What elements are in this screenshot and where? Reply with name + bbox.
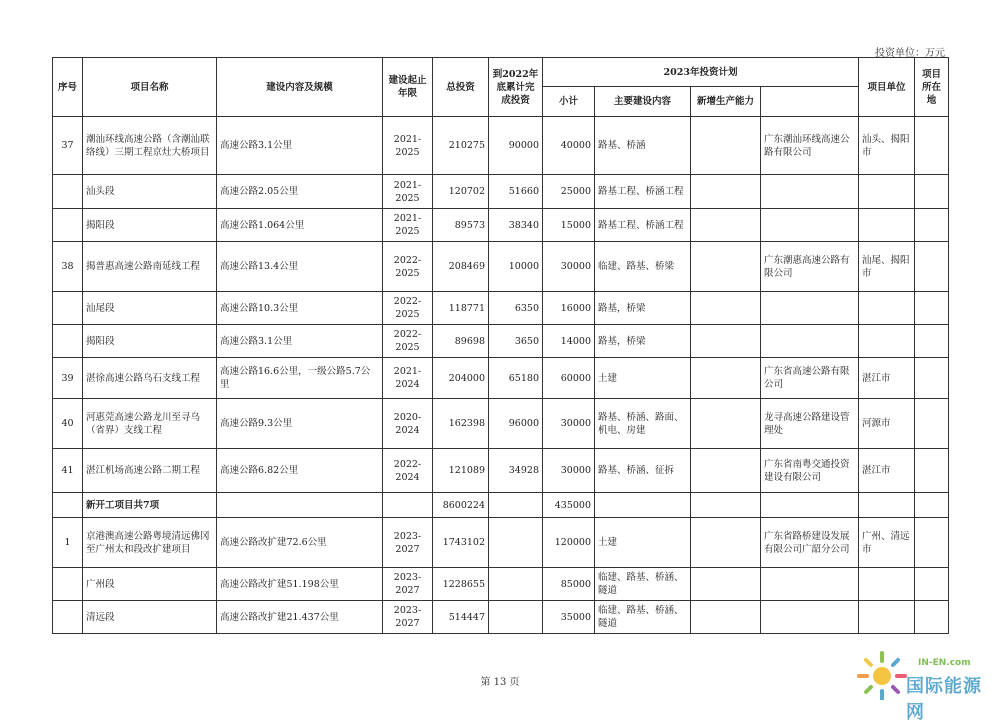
row-total: 208469: [433, 242, 489, 292]
row-location: 湛江市: [859, 358, 915, 399]
row-remark: [915, 518, 949, 568]
row-years: 2021-2025: [383, 175, 433, 209]
row-main-content: 路基工程、桥涵工程: [595, 175, 691, 209]
row-content: 高速公路3.1公里: [217, 117, 383, 175]
row-name: 河惠莞高速公路龙川至寻乌（省界）支线工程: [83, 399, 217, 449]
table-row: [53, 601, 949, 634]
row-seq: [53, 325, 83, 358]
row-capacity: [691, 209, 761, 242]
row-total: 514447: [433, 601, 489, 634]
row-location: 汕头、揭阳市: [859, 117, 915, 175]
table-row: [53, 325, 949, 358]
row-location: 河源市: [859, 399, 915, 449]
row-subtotal: 25000: [543, 175, 595, 209]
header-years: 建设起止年限: [383, 58, 433, 117]
row-unit: 广东省南粤交通投资建设有限公司: [761, 449, 859, 493]
row-name: 揭阳段: [83, 209, 217, 242]
row-subtotal: 16000: [543, 292, 595, 325]
row-remark: [915, 449, 949, 493]
sun-icon: [856, 650, 908, 700]
row-total: 1743102: [433, 518, 489, 568]
row-content: 高速公路1.064公里: [217, 209, 383, 242]
row-seq: 39: [53, 358, 83, 399]
table-row: [53, 399, 949, 449]
row-subtotal: 30000: [543, 242, 595, 292]
row-unit: [761, 209, 859, 242]
row-content: 高速公路2.05公里: [217, 175, 383, 209]
row-years: 2022-2024: [383, 449, 433, 493]
row-unit: 广东潮惠高速公路有限公司: [761, 242, 859, 292]
table-row: [53, 117, 949, 175]
header-cumulative: 到2022年底累计完成投资: [489, 58, 543, 117]
row-total: 89698: [433, 325, 489, 358]
row-years: 2020-2024: [383, 399, 433, 449]
row-total: 120702: [433, 175, 489, 209]
row-cumulative: 10000: [489, 242, 543, 292]
table-row: [53, 518, 949, 568]
row-remark: [915, 292, 949, 325]
row-years: 2023-2027: [383, 601, 433, 634]
row-years: 2021-2025: [383, 117, 433, 175]
row-cumulative: [489, 601, 543, 634]
table-row: [53, 449, 949, 493]
row-years: 2023-2027: [383, 568, 433, 601]
row-main-content: 路基、桥涵: [595, 117, 691, 175]
row-seq: 37: [53, 117, 83, 175]
row-content: 高速公路3.1公里: [217, 325, 383, 358]
row-main-content: 路基、桥涵、路面、机电、房建: [595, 399, 691, 449]
header-2023-plan: 2023年投资计划: [543, 58, 859, 87]
row-name: 新开工项目共7项: [83, 493, 217, 518]
row-total: 89573: [433, 209, 489, 242]
row-cumulative: 34928: [489, 449, 543, 493]
row-years: 2022-2025: [383, 292, 433, 325]
row-location: [859, 209, 915, 242]
row-seq: [53, 292, 83, 325]
row-unit: [761, 493, 859, 518]
row-location: 广州、清远市: [859, 518, 915, 568]
row-main-content: 路基工程、桥涵工程: [595, 209, 691, 242]
row-cumulative: 3650: [489, 325, 543, 358]
row-remark: [915, 493, 949, 518]
row-content: 高速公路6.82公里: [217, 449, 383, 493]
row-subtotal: 35000: [543, 601, 595, 634]
row-capacity: [691, 117, 761, 175]
row-capacity: [691, 449, 761, 493]
row-content: [217, 493, 383, 518]
row-unit: 广东省高速公路有限公司: [761, 358, 859, 399]
row-subtotal: 120000: [543, 518, 595, 568]
row-years: [383, 493, 433, 518]
row-capacity: [691, 358, 761, 399]
row-remark: [915, 325, 949, 358]
row-seq: 38: [53, 242, 83, 292]
row-remark: [915, 117, 949, 175]
table-row: [53, 209, 949, 242]
row-unit: 广东省路桥建设发展有限公司广韶分公司: [761, 518, 859, 568]
row-location: [859, 568, 915, 601]
row-location: [859, 175, 915, 209]
row-remark: [915, 175, 949, 209]
row-subtotal: 14000: [543, 325, 595, 358]
row-capacity: [691, 175, 761, 209]
row-subtotal: 15000: [543, 209, 595, 242]
row-cumulative: [489, 568, 543, 601]
row-main-content: 路基，桥梁: [595, 325, 691, 358]
row-name: 湛徐高速公路乌石支线工程: [83, 358, 217, 399]
table-row: [53, 242, 949, 292]
row-content: 高速公路13.4公里: [217, 242, 383, 292]
row-capacity: [691, 568, 761, 601]
table-row: [53, 292, 949, 325]
row-total: 162398: [433, 399, 489, 449]
row-remark: [915, 242, 949, 292]
row-remark: [915, 601, 949, 634]
page-number: 第 13 页: [480, 677, 520, 688]
row-content: 高速公路10.3公里: [217, 292, 383, 325]
row-main-content: 临建、路基、桥梁: [595, 242, 691, 292]
row-subtotal: 30000: [543, 449, 595, 493]
header-content: 建设内容及规模: [217, 58, 383, 117]
row-main-content: 路基、桥涵、征拆: [595, 449, 691, 493]
header-seq: 序号: [53, 58, 83, 117]
header-unit: 项目单位: [859, 58, 915, 117]
row-total: 1228655: [433, 568, 489, 601]
row-unit: 广东潮汕环线高速公路有限公司: [761, 117, 859, 175]
row-seq: [53, 209, 83, 242]
row-main-content: 路基，桥梁: [595, 292, 691, 325]
row-unit: [761, 568, 859, 601]
row-capacity: [691, 242, 761, 292]
row-cumulative: 51660: [489, 175, 543, 209]
row-remark: [915, 358, 949, 399]
investment-plan-table: [52, 57, 949, 634]
row-content: 高速公路改扩建72.6公里: [217, 518, 383, 568]
row-remark: [915, 399, 949, 449]
row-total: 118771: [433, 292, 489, 325]
header-name: 项目名称: [83, 58, 217, 117]
row-cumulative: 96000: [489, 399, 543, 449]
table-row: [53, 568, 949, 601]
row-name: 湛江机场高速公路二期工程: [83, 449, 217, 493]
row-main-content: 临建、路基、桥涵、隧道: [595, 568, 691, 601]
row-main-content: 临建、路基、桥涵、隧道: [595, 601, 691, 634]
header-location: 项目所在地: [915, 58, 949, 117]
row-unit: [761, 601, 859, 634]
row-seq: 1: [53, 518, 83, 568]
row-capacity: [691, 601, 761, 634]
row-location: [859, 325, 915, 358]
row-name: 揭阳段: [83, 325, 217, 358]
watermark-cn: 国际能源网: [906, 676, 982, 723]
table-row: [53, 358, 949, 399]
row-years: 2022-2025: [383, 325, 433, 358]
row-cumulative: 38340: [489, 209, 543, 242]
row-content: 高速公路16.6公里，一级公路5.7公里: [217, 358, 383, 399]
row-capacity: [691, 399, 761, 449]
investment-unit-label: 投资单位：万元: [875, 48, 945, 59]
row-remark: [915, 209, 949, 242]
row-unit: [761, 325, 859, 358]
row-total: 8600224: [433, 493, 489, 518]
row-unit: 龙寻高速公路建设管理处: [761, 399, 859, 449]
row-capacity: [691, 292, 761, 325]
row-total: 204000: [433, 358, 489, 399]
row-name: 汕头段: [83, 175, 217, 209]
row-name: 京港澳高速公路粤境清远佛冈至广州太和段改扩建项目: [83, 518, 217, 568]
row-subtotal: 40000: [543, 117, 595, 175]
row-location: [859, 292, 915, 325]
row-seq: [53, 601, 83, 634]
header-subtotal: 小计: [543, 87, 595, 117]
row-unit: [761, 175, 859, 209]
row-total: 121089: [433, 449, 489, 493]
row-seq: [53, 568, 83, 601]
row-cumulative: 65180: [489, 358, 543, 399]
row-subtotal: 60000: [543, 358, 595, 399]
row-content: 高速公路9.3公里: [217, 399, 383, 449]
row-location: 汕尾、揭阳市: [859, 242, 915, 292]
row-unit: [761, 292, 859, 325]
row-content: 高速公路改扩建21.437公里: [217, 601, 383, 634]
row-seq: [53, 493, 83, 518]
row-capacity: [691, 518, 761, 568]
row-cumulative: [489, 493, 543, 518]
row-subtotal: 30000: [543, 399, 595, 449]
header-main-content: 主要建设内容: [595, 87, 691, 117]
row-location: [859, 601, 915, 634]
row-main-content: 土建: [595, 358, 691, 399]
row-capacity: [691, 325, 761, 358]
row-location: 湛江市: [859, 449, 915, 493]
row-content: 高速公路改扩建51.198公里: [217, 568, 383, 601]
row-main-content: 土建: [595, 518, 691, 568]
row-years: 2021-2024: [383, 358, 433, 399]
watermark-en: IN-EN.com: [918, 658, 971, 668]
row-cumulative: [489, 518, 543, 568]
row-location: [859, 493, 915, 518]
header-capacity: 新增生产能力: [691, 87, 761, 117]
header-total: 总投资: [433, 58, 489, 117]
row-name: 广州段: [83, 568, 217, 601]
row-cumulative: 90000: [489, 117, 543, 175]
table-row: [53, 493, 949, 518]
row-years: 2023-2027: [383, 518, 433, 568]
row-seq: 41: [53, 449, 83, 493]
row-name: 揭普惠高速公路南延线工程: [83, 242, 217, 292]
row-subtotal: 85000: [543, 568, 595, 601]
row-name: 汕尾段: [83, 292, 217, 325]
row-seq: [53, 175, 83, 209]
row-subtotal: 435000: [543, 493, 595, 518]
row-years: 2022-2025: [383, 242, 433, 292]
table-row: [53, 175, 949, 209]
row-main-content: [595, 493, 691, 518]
row-capacity: [691, 493, 761, 518]
row-seq: 40: [53, 399, 83, 449]
row-total: 210275: [433, 117, 489, 175]
watermark-logo: [856, 650, 996, 723]
row-remark: [915, 568, 949, 601]
row-years: 2021-2025: [383, 209, 433, 242]
row-cumulative: 6350: [489, 292, 543, 325]
row-name: 潮汕环线高速公路（含潮汕联络线）三期工程京灶大桥项目: [83, 117, 217, 175]
row-name: 清远段: [83, 601, 217, 634]
